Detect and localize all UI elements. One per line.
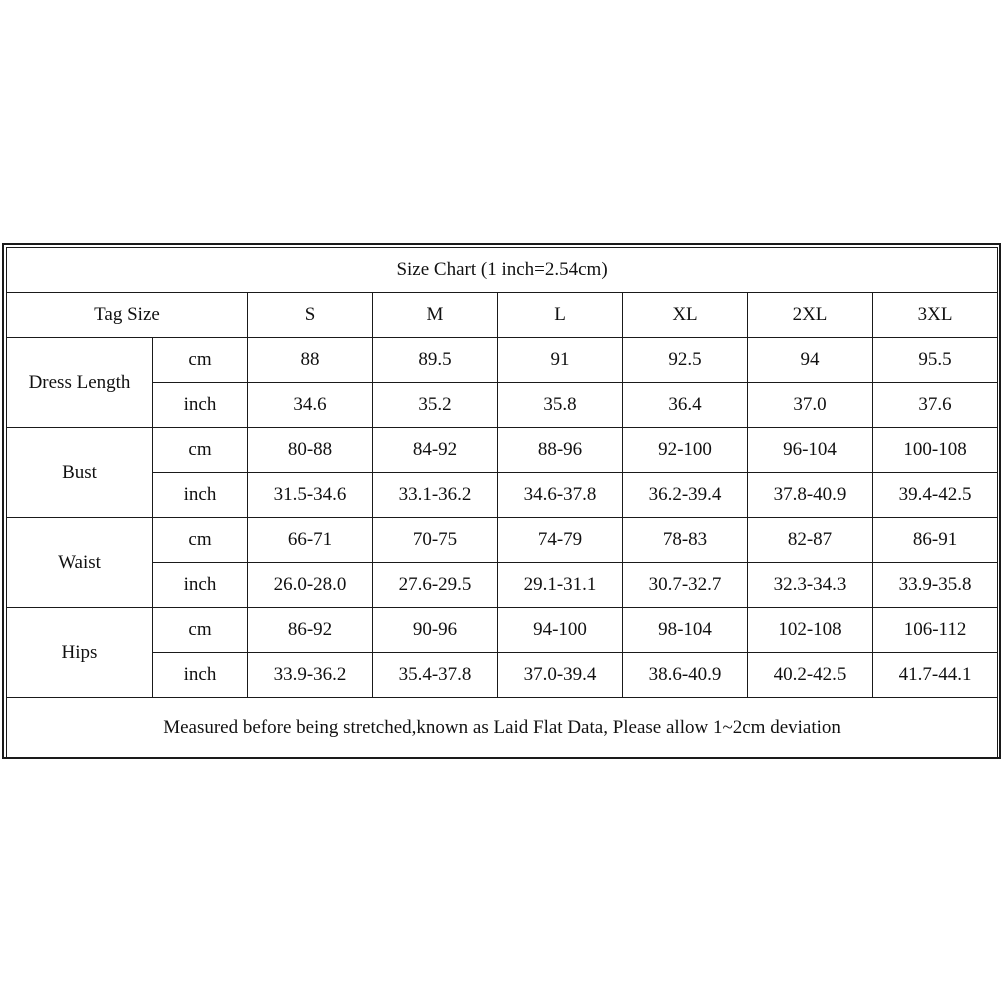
table-row: [7, 563, 998, 608]
table-cell: 30.7-32.7: [623, 563, 748, 608]
size-header-2xl: 2XL: [748, 293, 873, 338]
unit-label: cm: [153, 338, 248, 383]
table-cell: 38.6-40.9: [623, 653, 748, 698]
table-cell: 37.8-40.9: [748, 473, 873, 518]
measurement-label-bust: Bust: [7, 428, 153, 518]
table-cell: 86-92: [248, 608, 373, 653]
table-cell: 100-108: [873, 428, 998, 473]
title-row: [7, 248, 998, 293]
table-cell: 35.2: [373, 383, 498, 428]
table-cell: 78-83: [623, 518, 748, 563]
measurement-label-waist: Waist: [7, 518, 153, 608]
unit-label: cm: [153, 608, 248, 653]
table-cell: 33.9-36.2: [248, 653, 373, 698]
table-cell: 34.6: [248, 383, 373, 428]
table-cell: 36.2-39.4: [623, 473, 748, 518]
size-chart-frame: [2, 243, 1001, 759]
table-cell: 95.5: [873, 338, 998, 383]
header-row: [7, 293, 998, 338]
table-cell: 80-88: [248, 428, 373, 473]
table-cell: 39.4-42.5: [873, 473, 998, 518]
table-cell: 91: [498, 338, 623, 383]
unit-label: cm: [153, 518, 248, 563]
table-cell: 89.5: [373, 338, 498, 383]
unit-label: inch: [153, 563, 248, 608]
table-cell: 37.0-39.4: [498, 653, 623, 698]
table-cell: 88-96: [498, 428, 623, 473]
size-header-3xl: 3XL: [873, 293, 998, 338]
chart-title: Size Chart (1 inch=2.54cm): [7, 248, 998, 293]
table-row: [7, 383, 998, 428]
table-cell: 96-104: [748, 428, 873, 473]
table-cell: 84-92: [373, 428, 498, 473]
unit-label: cm: [153, 428, 248, 473]
table-cell: 106-112: [873, 608, 998, 653]
size-header-l: L: [498, 293, 623, 338]
table-cell: 70-75: [373, 518, 498, 563]
measurement-note: Measured before being stretched,known as Laid Flat Data, Please allow 1~2cm deviation: [7, 698, 998, 759]
table-cell: 41.7-44.1: [873, 653, 998, 698]
table-cell: 36.4: [623, 383, 748, 428]
table-row: [7, 653, 998, 698]
table-cell: 102-108: [748, 608, 873, 653]
table-cell: 33.9-35.8: [873, 563, 998, 608]
table-cell: 40.2-42.5: [748, 653, 873, 698]
table-cell: 94-100: [498, 608, 623, 653]
table-cell: 31.5-34.6: [248, 473, 373, 518]
table-cell: 88: [248, 338, 373, 383]
table-row: [7, 428, 998, 473]
table-cell: 66-71: [248, 518, 373, 563]
size-header-s: S: [248, 293, 373, 338]
table-cell: 98-104: [623, 608, 748, 653]
table-cell: 86-91: [873, 518, 998, 563]
table-cell: 32.3-34.3: [748, 563, 873, 608]
table-cell: 94: [748, 338, 873, 383]
table-cell: 34.6-37.8: [498, 473, 623, 518]
table-cell: 37.0: [748, 383, 873, 428]
table-row: [7, 473, 998, 518]
table-cell: 90-96: [373, 608, 498, 653]
size-header-xl: XL: [623, 293, 748, 338]
table-row: [7, 608, 998, 653]
table-cell: 92.5: [623, 338, 748, 383]
unit-label: inch: [153, 473, 248, 518]
table-cell: 37.6: [873, 383, 998, 428]
table-cell: 92-100: [623, 428, 748, 473]
table-cell: 74-79: [498, 518, 623, 563]
table-cell: 26.0-28.0: [248, 563, 373, 608]
size-chart-table: [6, 247, 998, 759]
table-cell: 27.6-29.5: [373, 563, 498, 608]
table-cell: 35.8: [498, 383, 623, 428]
unit-label: inch: [153, 653, 248, 698]
measurement-label-hips: Hips: [7, 608, 153, 698]
note-row: [7, 698, 998, 759]
table-cell: 33.1-36.2: [373, 473, 498, 518]
table-cell: 82-87: [748, 518, 873, 563]
table-cell: 29.1-31.1: [498, 563, 623, 608]
table-cell: 35.4-37.8: [373, 653, 498, 698]
table-row: [7, 338, 998, 383]
tag-size-header: Tag Size: [7, 293, 248, 338]
table-row: [7, 518, 998, 563]
unit-label: inch: [153, 383, 248, 428]
measurement-label-dress-length: Dress Length: [7, 338, 153, 428]
size-header-m: M: [373, 293, 498, 338]
